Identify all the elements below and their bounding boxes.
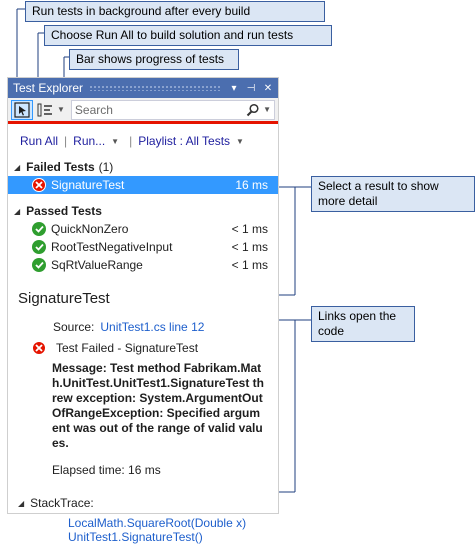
collapse-icon[interactable]: ◢: [18, 498, 25, 508]
passed-tests-label: Passed Tests: [26, 204, 102, 218]
dropdown-icon[interactable]: ▾: [231, 82, 237, 94]
callout-links: Links open the code: [311, 306, 415, 342]
search-box: [71, 100, 275, 120]
callout-progress: Bar shows progress of tests: [69, 49, 239, 70]
group-by-icon: [37, 102, 55, 118]
failed-tests-count: (1): [98, 160, 114, 174]
failed-tests-label: Failed Tests: [26, 160, 95, 174]
titlebar-grip[interactable]: [89, 85, 221, 91]
test-explorer-panel: [7, 77, 279, 544]
passed-tests-header[interactable]: [8, 202, 278, 220]
test-failed-text: Test Failed - SignatureTest: [56, 341, 199, 355]
collapse-icon[interactable]: ◢: [14, 162, 21, 172]
source-label: Source:: [53, 320, 95, 334]
callout-run-all: Choose Run All to build solution and run tests: [44, 25, 332, 46]
search-input[interactable]: [75, 103, 246, 117]
detail-title: SignatureTest: [18, 289, 110, 307]
test-name: SqRtValueRange: [51, 258, 143, 272]
elapsed-time: Elapsed time: 16 ms: [52, 463, 161, 477]
source-row: [8, 319, 278, 335]
test-name: QuickNonZero: [51, 222, 129, 236]
failed-icon: [32, 178, 46, 192]
stack-frame-link[interactable]: UnitTest1.SignatureTest(): [68, 530, 203, 544]
test-result-row[interactable]: [8, 256, 278, 274]
stack-frame-link[interactable]: LocalMath.SquareRoot(Double x): [68, 516, 247, 530]
separator: |: [64, 134, 68, 148]
collapse-icon[interactable]: ◢: [14, 206, 21, 216]
test-duration: 16 ms: [235, 178, 268, 192]
test-duration: < 1 ms: [231, 258, 268, 272]
test-result-row[interactable]: [8, 238, 278, 256]
panel-titlebar: [8, 78, 278, 98]
group-by-button[interactable]: [37, 102, 65, 118]
action-bar: [8, 124, 278, 158]
run-after-build-button[interactable]: [11, 100, 33, 120]
test-name: SignatureTest: [51, 178, 125, 192]
separator: |: [129, 134, 133, 148]
passed-icon: [32, 222, 46, 236]
pin-icon[interactable]: ⊣: [246, 82, 256, 94]
playlist-chevron-icon[interactable]: ▼: [236, 136, 244, 146]
passed-icon: [32, 258, 46, 272]
panel-toolbar: [8, 98, 278, 124]
test-result-row[interactable]: [8, 176, 278, 194]
test-duration: < 1 ms: [231, 240, 268, 254]
chevron-down-icon: ▼: [57, 105, 65, 114]
passed-icon: [32, 240, 46, 254]
stacktrace-header[interactable]: [8, 495, 278, 511]
test-result-row[interactable]: [8, 220, 278, 238]
source-link[interactable]: UnitTest1.cs line 12: [100, 320, 205, 334]
run-chevron-icon[interactable]: ▼: [111, 136, 120, 146]
panel-title: Test Explorer: [13, 81, 84, 95]
playlist-link[interactable]: Playlist : All Tests: [138, 134, 231, 148]
run-link[interactable]: Run...: [73, 134, 106, 148]
test-failed-row: [8, 339, 278, 357]
search-icon[interactable]: [246, 103, 260, 117]
stacktrace-label: StackTrace:: [30, 496, 94, 510]
error-message: Message: Test method Fabrikam.Math.UnitTest.UnitTest1.SignatureTest threw exception: System.ArgumentOutOfRangeException: Specified argument was out of the range of valid values.: [52, 361, 265, 450]
test-duration: < 1 ms: [231, 222, 268, 236]
close-icon[interactable]: ✕: [263, 82, 273, 94]
search-options-icon[interactable]: ▼: [263, 105, 271, 114]
failed-tests-header[interactable]: [8, 158, 278, 176]
stacktrace-list: [8, 516, 278, 544]
run-all-link[interactable]: Run All: [20, 134, 59, 148]
callout-background: Run tests in background after every build: [25, 1, 325, 22]
failed-icon: [32, 341, 46, 355]
run-after-build-icon: [14, 102, 30, 118]
test-name: RootTestNegativeInput: [51, 240, 173, 254]
test-detail-pane: [8, 287, 278, 544]
callout-select-result: Select a result to show more detail: [311, 176, 475, 212]
